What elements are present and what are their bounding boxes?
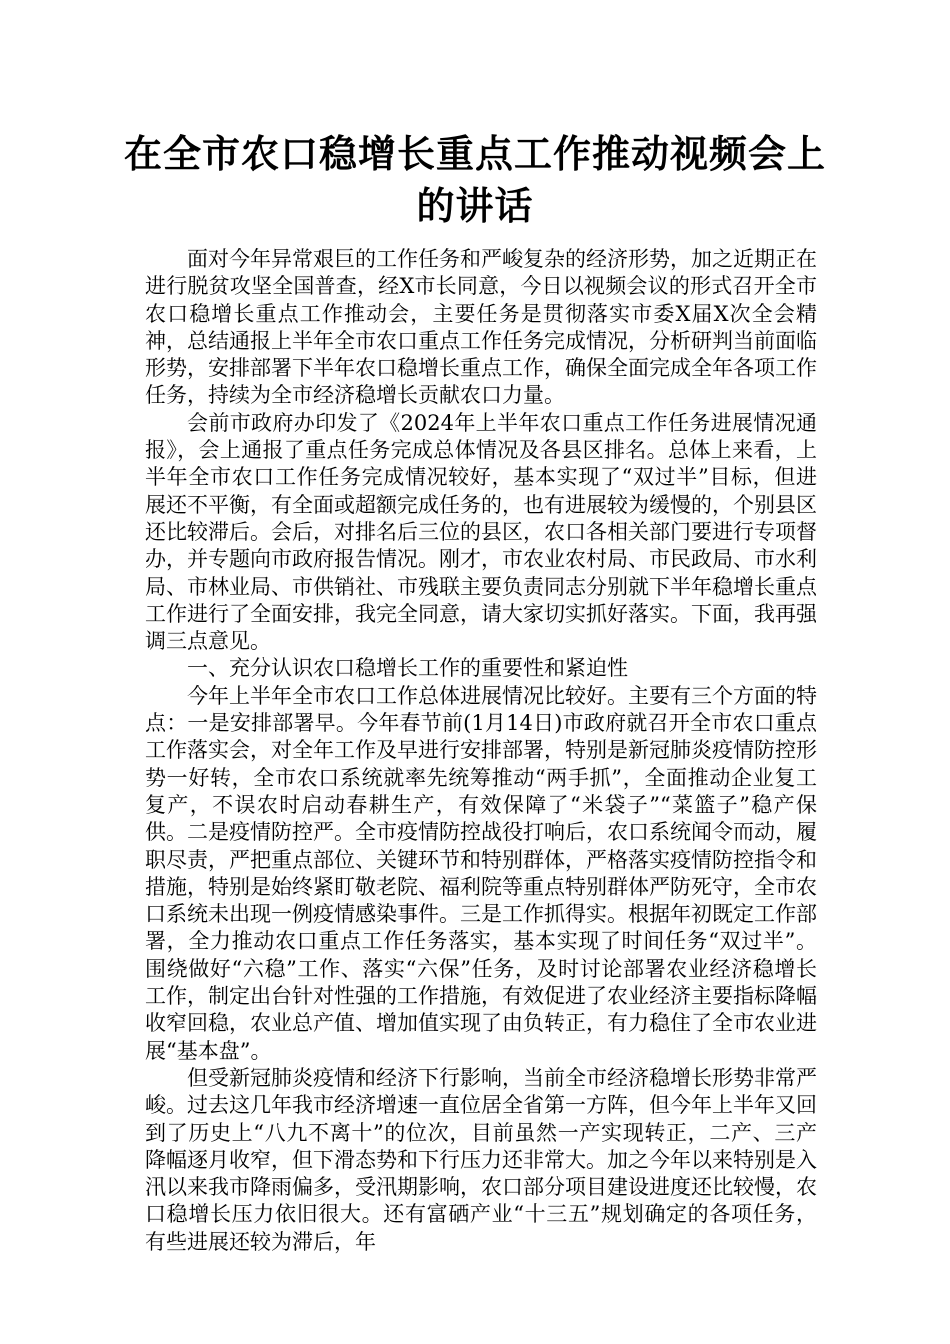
document-title: 在全市农口稳增长重点工作推动视频会上的讲话 [123, 132, 826, 228]
document-body [145, 246, 817, 1256]
paragraph-achievements: 今年上半年全市农口工作总体进展情况比较好。主要有三个方面的特点：一是安排部署早。今年春节前(1月14日)市政府就召开全市农口重点工作落实会，对全年工作及早进行安排部署，特别是新冠肺炎疫情防控形势一好转，全市农口系统就率先统筹推动“两手抓”，全面推动企业复工复产，不误农时启动春耕生产，有效保障了“米袋子”“菜篮子”稳产保供。二是疫情防控严。全市疫情防控战役打响后，农口系统闻令而动，履职尽责，严把重点部位、关键环节和特别群体，严格落实疫情防控指令和措施，特别是始终紧盯敬老院、福利院等重点特别群体严防死守，全市农口系统未出现一例疫情感染事件。三是工作抓得实。根据年初既定工作部署，全力推动农口重点工作任务落实，基本实现了时间任务“双过半”。围绕做好“六稳”工作、落实“六保”任务，及时讨论部署农业经济稳增长工作，制定出台针对性强的工作措施，有效促进了农业经济主要指标降幅收窄回稳，农业总产值、增加值实现了由负转正，有力稳住了全市农业进展“基本盘”。 [145, 683, 817, 1063]
paragraph-challenges: 但受新冠肺炎疫情和经济下行影响，当前全市经济稳增长形势非常严峻。过去这几年我市经济增速一直位居全省第一方阵，但今年上半年又回到了历史上“八九不离十”的位次，目前虽然一产实现转正，二产、三产降幅逐月收窄，但下滑态势和下行压力还非常大。加之今年以来特别是入汛以来我市降雨偏多，受汛期影响，农口部分项目建设进度还比较慢，农口稳增长压力依旧很大。还有富硒产业“十三五”规划确定的各项任务，有些进展还较为滞后，年 [145, 1065, 817, 1254]
section-heading-1: 一、充分认识农口稳增长工作的重要性和紧迫性 [187, 656, 628, 681]
paragraph-report: 会前市政府办印发了《2024年上半年农口重点工作任务进展情况通报》，会上通报了重点任务完成总体情况及各县区排名。总体上来看，上半年全市农口工作任务完成情况较好，基本实现了“双过半”目标，但进展还不平衡，有全面或超额完成任务的，也有进展较为缓慢的，个别县区还比较滞后。会后，对排名后三位的县区，农口各相关部门要进行专项督办，并专题向市政府报告情况。刚才，市农业农村局、市民政局、市水利局、市林业局、市供销社、市残联主要负责同志分别就下半年稳增长重点工作进行了全面安排，我完全同意，请大家切实抓好落实。下面，我再强调三点意见。 [145, 410, 817, 654]
paragraph-opening: 面对今年异常艰巨的工作任务和严峻复杂的经济形势，加之近期正在进行脱贫攻坚全国普查，经X市长同意，今日以视频会议的形式召开全市农口稳增长重点工作推动会，主要任务是贯彻落实市委X届X次全会精神，总结通报上半年全市农口重点工作任务完成情况，分析研判当前面临形势，安排部署下半年农口稳增长重点工作，确保全面完成全年各项工作任务，持续为全市经济稳增长贡献农口力量。 [145, 247, 817, 408]
